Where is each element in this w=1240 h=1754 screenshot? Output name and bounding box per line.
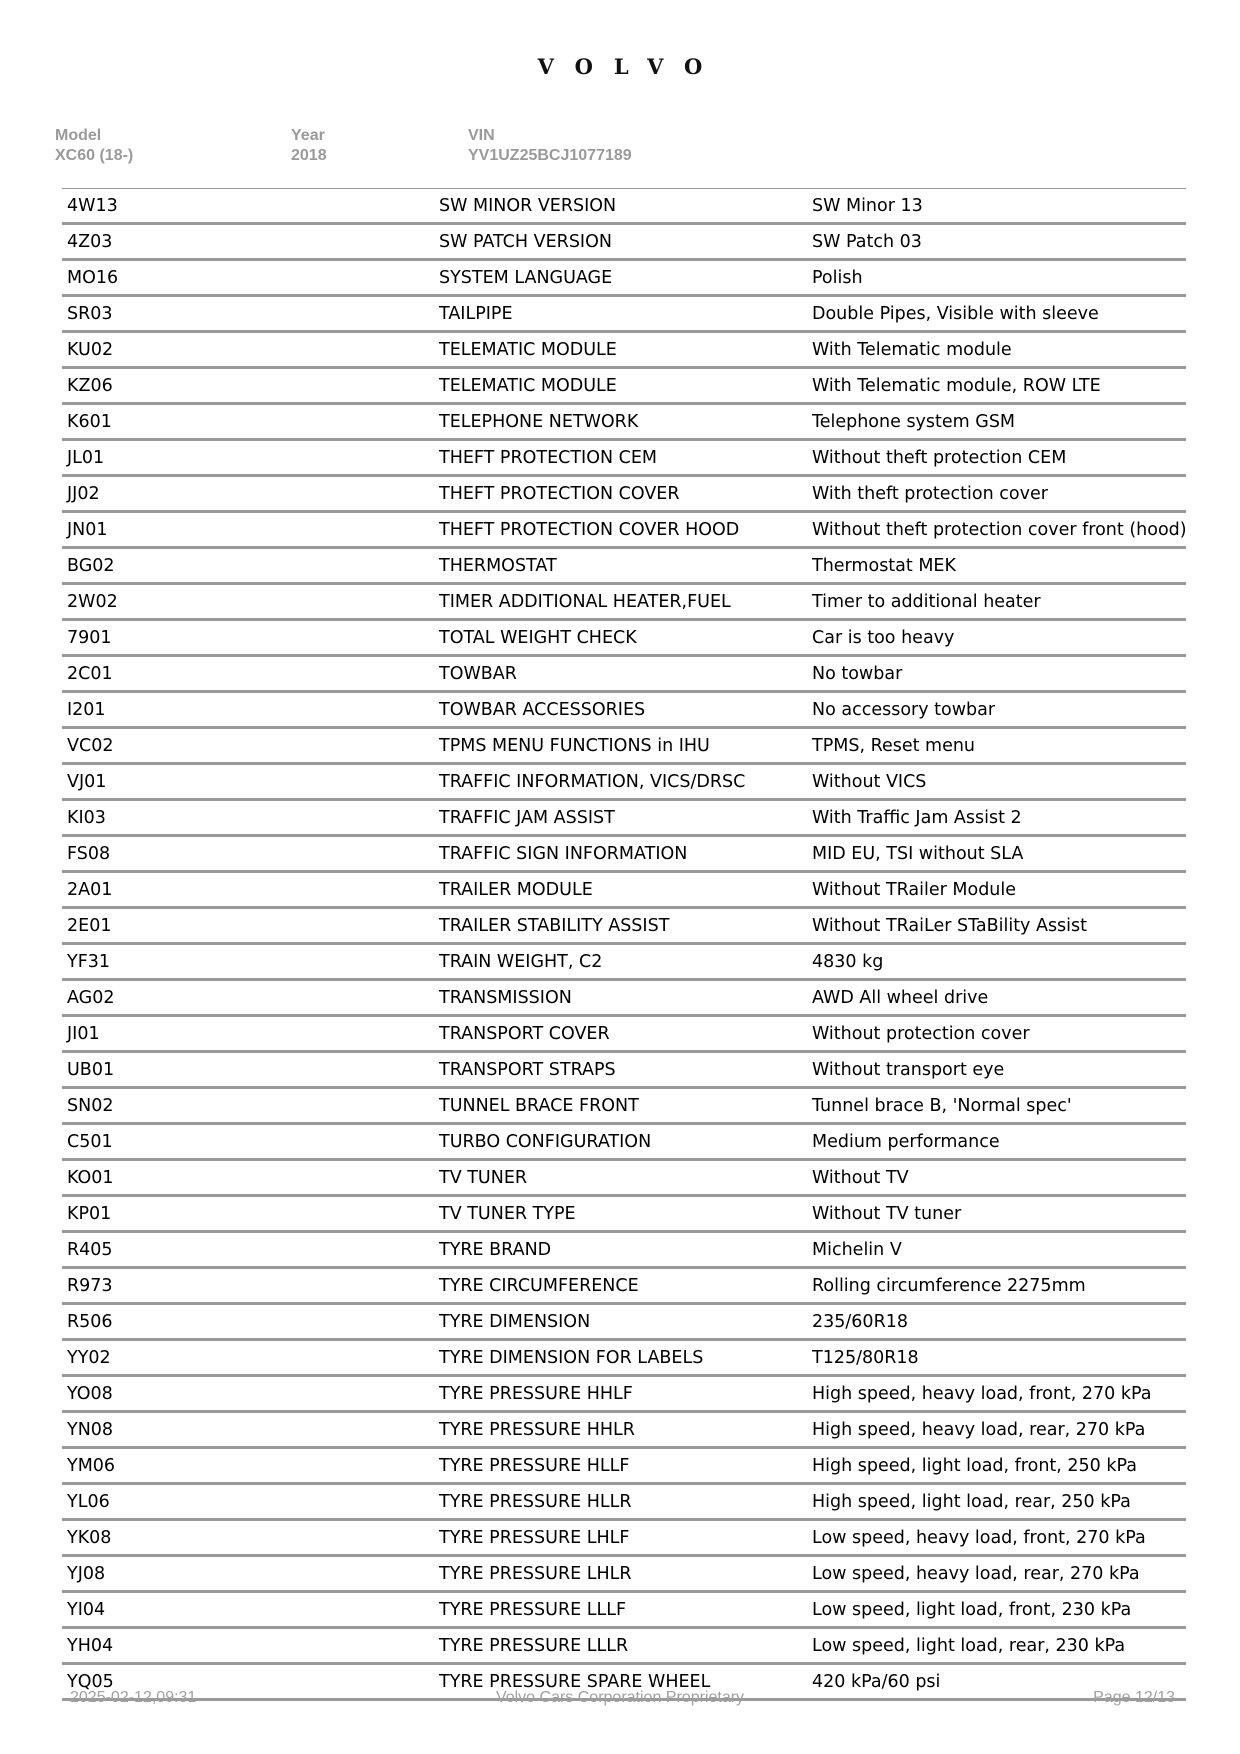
- footer-proprietary: Volvo Cars Corporation Proprietary: [495, 1689, 745, 1706]
- row-value: 420 kPa/60 psi: [812, 1672, 941, 1692]
- row-name: TELEPHONE NETWORK: [439, 412, 639, 432]
- row-value: Low speed, light load, front, 230 kPa: [812, 1600, 1132, 1620]
- table-row: [62, 477, 1186, 513]
- table-row: [62, 1593, 1186, 1629]
- row-code: KI03: [67, 808, 106, 828]
- row-value: Timer to additional heater: [812, 592, 1041, 612]
- row-name: TYRE DIMENSION: [439, 1312, 591, 1332]
- table-row: [62, 297, 1186, 333]
- row-value: No towbar: [812, 664, 903, 684]
- row-code: BG02: [67, 556, 115, 576]
- row-value: SW Minor 13: [812, 196, 923, 216]
- row-value: Without VICS: [812, 772, 927, 792]
- row-name: TRANSMISSION: [439, 988, 572, 1008]
- row-value: MID EU, TSI without SLA: [812, 844, 1024, 864]
- table-row: [62, 1449, 1186, 1485]
- row-value: Rolling circumference 2275mm: [812, 1276, 1086, 1296]
- row-code: YI04: [67, 1600, 106, 1620]
- row-name: TIMER ADDITIONAL HEATER,FUEL: [439, 592, 731, 612]
- row-code: 2W02: [67, 592, 118, 612]
- table-row: [62, 873, 1186, 909]
- row-code: R973: [67, 1276, 113, 1296]
- row-code: 4W13: [67, 196, 118, 216]
- table-row: [62, 1377, 1186, 1413]
- row-value: No accessory towbar: [812, 700, 996, 720]
- row-code: 7901: [67, 628, 112, 648]
- row-value: With Telematic module: [812, 340, 1012, 360]
- row-value: Without TRaiLer STaBility Assist: [812, 916, 1088, 936]
- volvo-logo: VOLVO: [537, 54, 724, 79]
- row-code: R405: [67, 1240, 113, 1260]
- row-value: Telephone system GSM: [812, 412, 1016, 432]
- vin-value: YV1UZ25BCJ1077189: [468, 147, 632, 164]
- row-code: YY02: [67, 1348, 111, 1368]
- row-name: TYRE PRESSURE SPARE WHEEL: [439, 1672, 711, 1692]
- table-row: [62, 1125, 1186, 1161]
- row-name: TRANSPORT COVER: [439, 1024, 610, 1044]
- row-value: Double Pipes, Visible with sleeve: [812, 304, 1099, 324]
- row-name: TYRE PRESSURE HLLR: [439, 1492, 632, 1512]
- row-code: KU02: [67, 340, 114, 360]
- row-value: Car is too heavy: [812, 628, 955, 648]
- row-value: Tunnel brace B, 'Normal spec': [812, 1096, 1072, 1116]
- row-name: TPMS MENU FUNCTIONS in IHU: [439, 736, 710, 756]
- row-name: TYRE PRESSURE LHLR: [439, 1564, 632, 1584]
- year-value: 2018: [291, 147, 327, 164]
- table-row: [62, 801, 1186, 837]
- table-row: [62, 513, 1186, 549]
- row-code: YL06: [67, 1492, 110, 1512]
- row-code: SR03: [67, 304, 113, 324]
- row-code: YM06: [67, 1456, 116, 1476]
- table-row: [62, 261, 1186, 297]
- row-name: TYRE CIRCUMFERENCE: [439, 1276, 639, 1296]
- model-value: XC60 (18-): [55, 147, 134, 164]
- row-name: TYRE PRESSURE LLLF: [439, 1600, 627, 1620]
- row-value: TPMS, Reset menu: [812, 736, 976, 756]
- row-value: Without theft protection CEM: [812, 448, 1067, 468]
- row-name: TRAILER MODULE: [439, 880, 593, 900]
- table-row: [62, 1089, 1186, 1125]
- table-row: [62, 1197, 1186, 1233]
- row-code: AG02: [67, 988, 115, 1008]
- row-value: High speed, heavy load, front, 270 kPa: [812, 1384, 1152, 1404]
- row-name: TURBO CONFIGURATION: [439, 1132, 652, 1152]
- row-value: Low speed, heavy load, front, 270 kPa: [812, 1528, 1146, 1548]
- table-row: [62, 693, 1186, 729]
- row-code: JL01: [67, 448, 105, 468]
- row-code: 2C01: [67, 664, 113, 684]
- table-row: [62, 369, 1186, 405]
- footer-page-number: Page 12/13: [1093, 1689, 1175, 1706]
- row-name: TELEMATIC MODULE: [439, 340, 617, 360]
- row-code: 2A01: [67, 880, 113, 900]
- row-name: TYRE PRESSURE LLLR: [439, 1636, 629, 1656]
- row-name: TRANSPORT STRAPS: [439, 1060, 616, 1080]
- table-row: [62, 1161, 1186, 1197]
- row-value: Without protection cover: [812, 1024, 1030, 1044]
- row-name: SYSTEM LANGUAGE: [439, 268, 613, 288]
- row-name: TRAFFIC INFORMATION, VICS/DRSC: [439, 772, 746, 792]
- row-name: THEFT PROTECTION CEM: [439, 448, 658, 468]
- row-name: SW PATCH VERSION: [439, 232, 612, 252]
- row-code: JI01: [67, 1024, 100, 1044]
- row-value: Polish: [812, 268, 863, 288]
- row-value: High speed, light load, front, 250 kPa: [812, 1456, 1137, 1476]
- row-code: YO08: [67, 1384, 113, 1404]
- row-name: THERMOSTAT: [439, 556, 557, 576]
- row-value: Without TV: [812, 1168, 909, 1188]
- row-code: JJ02: [67, 484, 100, 504]
- table-row: [62, 1557, 1186, 1593]
- row-code: YJ08: [67, 1564, 106, 1584]
- table-row: [62, 1017, 1186, 1053]
- row-code: C501: [67, 1132, 113, 1152]
- row-name: TAILPIPE: [439, 304, 513, 324]
- row-name: TYRE PRESSURE LHLF: [439, 1528, 630, 1548]
- row-name: TV TUNER: [439, 1168, 528, 1188]
- row-code: VJ01: [67, 772, 107, 792]
- row-value: 235/60R18: [812, 1312, 908, 1332]
- row-value: Without transport eye: [812, 1060, 1005, 1080]
- row-name: TRAFFIC SIGN INFORMATION: [439, 844, 688, 864]
- table-row: [62, 837, 1186, 873]
- table-row: [62, 225, 1186, 261]
- row-value: High speed, light load, rear, 250 kPa: [812, 1492, 1131, 1512]
- row-code: VC02: [67, 736, 114, 756]
- row-name: TYRE PRESSURE HLLF: [439, 1456, 630, 1476]
- row-name: TOTAL WEIGHT CHECK: [439, 628, 637, 648]
- row-code: 4Z03: [67, 232, 113, 252]
- row-code: UB01: [67, 1060, 115, 1080]
- table-row: [62, 1305, 1186, 1341]
- row-name: THEFT PROTECTION COVER HOOD: [439, 520, 740, 540]
- table-row: [62, 1485, 1186, 1521]
- table-row: [62, 441, 1186, 477]
- row-code: YK08: [67, 1528, 112, 1548]
- table-row: [62, 1053, 1186, 1089]
- row-code: MO16: [67, 268, 119, 288]
- row-name: TYRE BRAND: [439, 1240, 552, 1260]
- row-value: With theft protection cover: [812, 484, 1048, 504]
- table-row: [62, 1269, 1186, 1305]
- table-row: [62, 189, 1186, 225]
- row-value: T125/80R18: [812, 1348, 919, 1368]
- table-row: [62, 981, 1186, 1017]
- row-value: Thermostat MEK: [812, 556, 956, 576]
- row-code: YN08: [67, 1420, 114, 1440]
- table-row: [62, 945, 1186, 981]
- vin-label: VIN: [468, 127, 495, 144]
- row-name: TYRE PRESSURE HHLR: [439, 1420, 635, 1440]
- row-name: TOWBAR: [439, 664, 517, 684]
- row-name: TYRE DIMENSION FOR LABELS: [439, 1348, 704, 1368]
- table-row: [62, 1413, 1186, 1449]
- row-value: Michelin V: [812, 1240, 902, 1260]
- row-code: SN02: [67, 1096, 114, 1116]
- row-code: K601: [67, 412, 112, 432]
- table-row: [62, 333, 1186, 369]
- row-code: FS08: [67, 844, 111, 864]
- row-name: TUNNEL BRACE FRONT: [439, 1096, 639, 1116]
- table-row: [62, 1521, 1186, 1557]
- table-row: [62, 549, 1186, 585]
- row-value: SW Patch 03: [812, 232, 922, 252]
- row-value: With Traffic Jam Assist 2: [812, 808, 1022, 828]
- row-code: KZ06: [67, 376, 113, 396]
- row-code: 2E01: [67, 916, 112, 936]
- row-name: TELEMATIC MODULE: [439, 376, 617, 396]
- vin-block: [468, 126, 632, 166]
- footer-timestamp: 2025-02-12,09:31: [70, 1689, 197, 1706]
- row-value: AWD All wheel drive: [812, 988, 989, 1008]
- table-row: [62, 909, 1186, 945]
- table-row: [62, 621, 1186, 657]
- row-code: I201: [67, 700, 106, 720]
- row-name: TRAIN WEIGHT, C2: [439, 952, 603, 972]
- row-value: Without TV tuner: [812, 1204, 962, 1224]
- row-name: TV TUNER TYPE: [439, 1204, 576, 1224]
- row-value: With Telematic module, ROW LTE: [812, 376, 1101, 396]
- table-row: [62, 1341, 1186, 1377]
- model-label: Model: [55, 127, 102, 144]
- row-code: YH04: [67, 1636, 114, 1656]
- model-block: [55, 126, 133, 166]
- row-code: KO01: [67, 1168, 114, 1188]
- table-row: [62, 1629, 1186, 1665]
- year-block: [291, 126, 327, 166]
- row-name: TRAILER STABILITY ASSIST: [439, 916, 670, 936]
- row-value: High speed, heavy load, rear, 270 kPa: [812, 1420, 1146, 1440]
- row-value: Medium performance: [812, 1132, 1000, 1152]
- row-code: JN01: [67, 520, 108, 540]
- row-code: KP01: [67, 1204, 112, 1224]
- row-code: R506: [67, 1312, 113, 1332]
- table-row: [62, 765, 1186, 801]
- row-value: Low speed, heavy load, rear, 270 kPa: [812, 1564, 1140, 1584]
- row-value: 4830 kg: [812, 952, 884, 972]
- spec-table: [62, 188, 1186, 1701]
- row-name: TOWBAR ACCESSORIES: [439, 700, 646, 720]
- row-code: YQ05: [67, 1672, 114, 1692]
- row-value: Low speed, light load, rear, 230 kPa: [812, 1636, 1126, 1656]
- table-row: [62, 405, 1186, 441]
- year-label: Year: [291, 127, 325, 144]
- row-name: TYRE PRESSURE HHLF: [439, 1384, 633, 1404]
- row-name: THEFT PROTECTION COVER: [439, 484, 680, 504]
- row-value: Without theft protection cover front (hood): [812, 520, 1187, 540]
- table-row: [62, 1233, 1186, 1269]
- row-name: SW MINOR VERSION: [439, 196, 617, 216]
- row-name: TRAFFIC JAM ASSIST: [439, 808, 615, 828]
- row-code: YF31: [67, 952, 111, 972]
- row-value: Without TRailer Module: [812, 880, 1017, 900]
- table-row: [62, 585, 1186, 621]
- table-row: [62, 657, 1186, 693]
- table-row: [62, 729, 1186, 765]
